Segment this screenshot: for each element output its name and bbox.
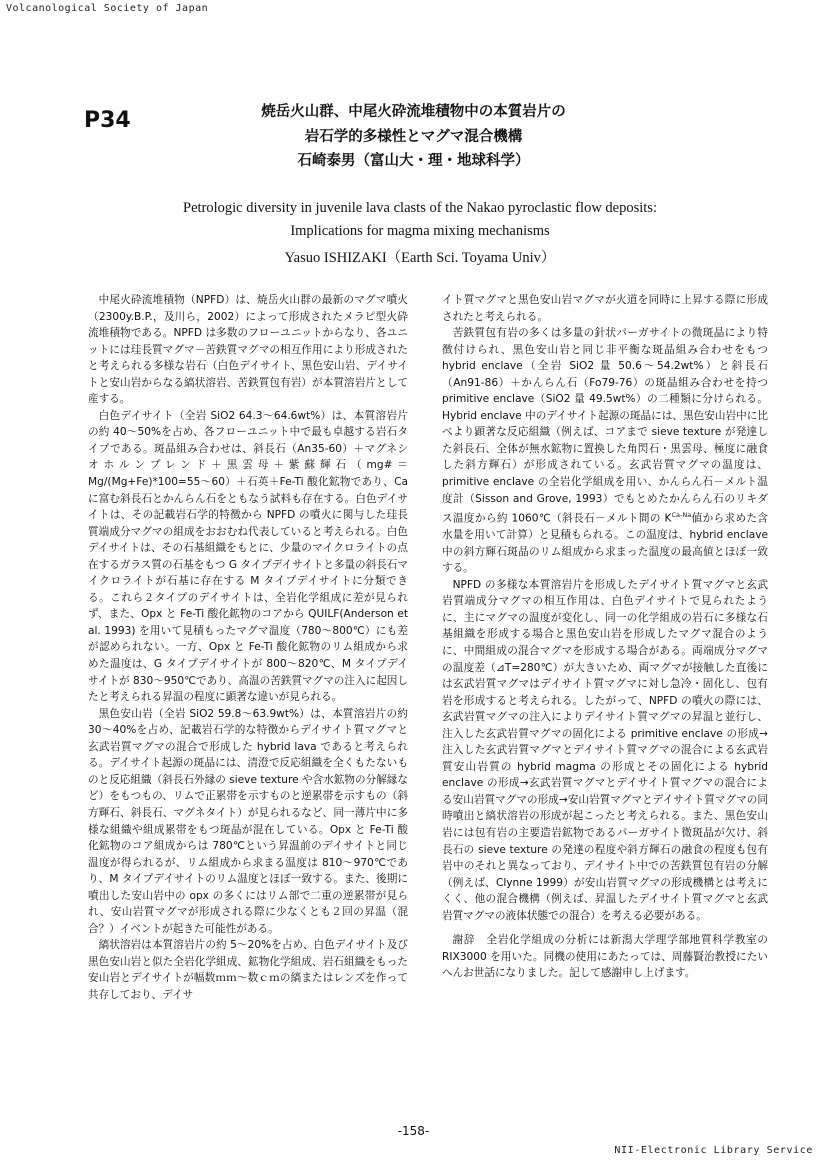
page-number: -158- xyxy=(397,1124,430,1138)
paragraph-mixing-mechanism: NPFD の多様な本質溶岩片を形成したデイサイト質マグマと玄武岩質端成分マグマの相互作用は、白色デイサイトで見られたように、主にマグマの温度が変化し、同一の化学組成の岩石に多様な石基組織を形成する場合と黒色安山岩を形成したマグマ混合のように、中間組成の混合マグマを形成する場合がある。両端成分マグマの温度差（⊿T=280℃）が大きいため、両マグマが接触した直後には玄武岩質マグマはデイサイト質マグマに対し急冷・固化し、包有岩を形成すると考えられる。したがって、NPFD の噴火の際には、玄武岩質マグマの注入によりデイサイト質マグマの昇温と並行し、注入した玄武岩質マグマの固化による primitive enclave の形成→注入した玄武岩質マグマとデイサイト質マグマの混合による玄武岩質安山岩質の hybrid magma の形成とその固化による hybrid enclave の形成→玄武岩質マグマとデイサイト質マグマの混合による安山岩質マグマの形成→安山岩質マグマとデイサイト質マグマの同時噴出と縞状溶岩の形成が起こったと考えられる。また、黒色安山岩には包有岩の主要造岩鉱物であるパーガサイト微斑晶が欠け、斜長石の sieve texture の発達の程度や斜方輝石の融食の程度も包有岩中のそれと異なっており、デイサイト中での苦鉄質包有岩の分解（例えば、Clynne 1999）が安山岩質マグマの形成機構とは考えにくく、他の混合機構（例えば、昇温したデイサイト質マグマと玄武岩質マグマの液体状態での混合）を考える必要がある。 xyxy=(442,578,768,922)
title-ja-line1: 焼岳火山群、中尾火砕流堆積物中の本質岩片の xyxy=(261,104,566,120)
body-column-left xyxy=(88,292,408,1004)
title-en-line2: Implications for magma mixing mechanisms xyxy=(290,223,550,239)
author-ja: 石崎泰男（富山大・理・地球科学） xyxy=(297,153,530,169)
body-column-right xyxy=(442,292,768,982)
paragraph-banded-lava: 縞状溶岩は本質溶岩片の約 5～20%を占め、白色デイサイト及び黒色安山岩と似た全岩化学組成、鉱物化学組成、岩石組織をもった安山岩とデイサイトが幅数ｍｍ～数ｃｍの縞またはレンズを作って共存しており、デイサ xyxy=(88,939,408,1001)
presentation-code: P34 xyxy=(84,108,131,133)
paragraph-black-andesite: 黒色安山岩（全岩 SiO2 59.8～63.9wt%）は、本質溶岩片の約 30～40%を占め、記載岩石学的な特徴からデイサイト質マグマと玄武岩質マグマの混合で形成した hybrid lava であると考えられる。デイサイト起源の斑晶には、清澄で反応組織を全くもたないものと反応組織（斜長石外縁の sieve texture や含水鉱物の分解縁など）をもつもの、リムで正累帯を示すものと逆累帯を示すもの（斜方輝石、斜長石、マグネタイト）が見られるなど、同一薄片中に多様な組織や組成累帯をもつ斑晶が混在している。Opx と Fe-Ti 酸化鉱物のコア組成からは 780℃という昇温前のデイサイトと同じ温度が得られるが、リム組成から求まる温度は 810～970℃であり、M タイプデイサイトのリム温度とほぼ一致する。また、後期に噴出した安山岩中の opx の多くにはリム部で二重の逆累帯が見られ、安山岩質マグマが形成される際に少なくとも２回の昇温（混合？）イベントが起きた可能性がある。 xyxy=(88,707,408,935)
title-ja-line2: 岩石学的多様性とマグマ混合機構 xyxy=(304,129,523,145)
acknowledgments: 謝辞 全岩化学組成の分析には新潟大学理学部地質科学教室の RIX3000 を用いた。同機の使用にあたっては、周藤賢治教授にたいへんお世話になりました。記して感謝申し上げます。 xyxy=(442,934,768,980)
paragraph-mafic-enclave xyxy=(442,325,768,577)
library-service-footer: NII-Electronic Library Service xyxy=(614,1145,813,1156)
author-en: Yasuo ISHIZAKI（Earth Sci. Toyama Univ） xyxy=(284,250,556,266)
paragraph-white-dacite: 白色デイサイト（全岩 SiO2 64.3～64.6wt%）は、本質溶岩片の約 40～50%を占め、各フローユニット中で最も卓越する岩石タイプである。斑晶組み合わせは、斜長石（An35-60）＋マグネシオホルンブレンド＋黒雲母＋紫蘇輝石（mg#＝Mg/(Mg+Fe)*100=55～60）＋石英＋Fe-Ti 酸化鉱物であり、Ca に富む斜長石とかんらん石をともなう試料も存在する。白色デイサイトは、その記載岩石学的特徴から NPFD の噴火に関与した珪長質端成分マグマの組成をおおむね代表していると考えられる。白色デイサイトは、その石基組織をもとに、少量のマイクロライトの点在するガラス質の石基をもつ G タイプデイサイトと多量の斜長石マイクロライトが石基に存在する M タイプデイサイトに分類できる。これら２タイプのデイサイトは、全岩化学組成に差が見られず、また、Opx と Fe-Ti 酸化鉱物のコアから QUILF(Anderson et al. 1993) を用いて見積もったマグマ温度（780～800℃）にも差が認められない。一方、Opx と Fe-Ti 酸化鉱物のリム組成から求めた温度は、G タイプデイサイトが 800～820℃、M タイプデイサイトが 830～950℃であり、高温の苦鉄質マグマの注入に起因したと考えられる昇温の程度に顕著な違いが見られる。 xyxy=(88,409,408,704)
mafic-enclave-text-cont: 値から求めた含水量を用いて計算）と見積もられる。この温度は、hybrid enclave 中の斜方輝石斑晶のリム組成から求まった温度の最高値とほぼ一致する。 xyxy=(442,512,769,575)
mafic-enclave-text: 苦鉄質包有岩の多くは多量の針状パーガサイトの微斑晶により特徴付けられ、黒色安山岩と同じ非平衡な斑晶組み合わせをもつ hybrid enclave（全岩 SiO2 量 50.6～54.2wt%）と斜長石（An91-86）＋かんらん石（Fo79-76）の斑晶組み合わせを持つ primitive enclave（SiO2 量 49.5wt%）の二種類に分けられる。Hybrid enclave 中のデイサイト起源の斑晶には、黒色安山岩中に比べより顕著な反応組織（例えば、コアまで sieve texture が発達した斜長石、全体が無水鉱物に置換した角閃石・黒雲母、極度に融食した斜方輝石）が形成されている。玄武岩質マグマの温度は、primitive enclave の全岩化学組成を用い、かんらん石－メルト温度計（Sisson and Grove, 1993）でもとめたかんらん石のリキダス温度から約 1060℃（斜長石－メルト間の K xyxy=(442,327,768,525)
paragraph-intro: 中尾火砕流堆積物（NPFD）は、焼岳火山群の最新のマグマ噴火（2300y.B.P.，及川ら，2002）によって形成されたメラピ型火砕流堆積物である。NPFD は多数のフローユニットからなり、各ユニットには珪長質マグマ－苦鉄質マグマの相互作用により形成されたと考えられる多様な岩石（白色デイサイト、黒色安山岩、デイサイトと安山岩からなる縞状溶岩、苦鉄質包有岩）が本質溶岩片として産する。 xyxy=(88,294,408,406)
paragraph-banded-lava-cont: イト質マグマと黒色安山岩マグマが火道を同時に上昇する際に形成されたと考えられる。 xyxy=(442,294,768,323)
title-en-line1: Petrologic diversity in juvenile lava clasts of the Nakao pyroclastic flow deposits: xyxy=(183,200,657,216)
society-header: Volcanological Society of Japan xyxy=(6,3,209,14)
kd-superscript: Ca-Na xyxy=(671,511,692,520)
